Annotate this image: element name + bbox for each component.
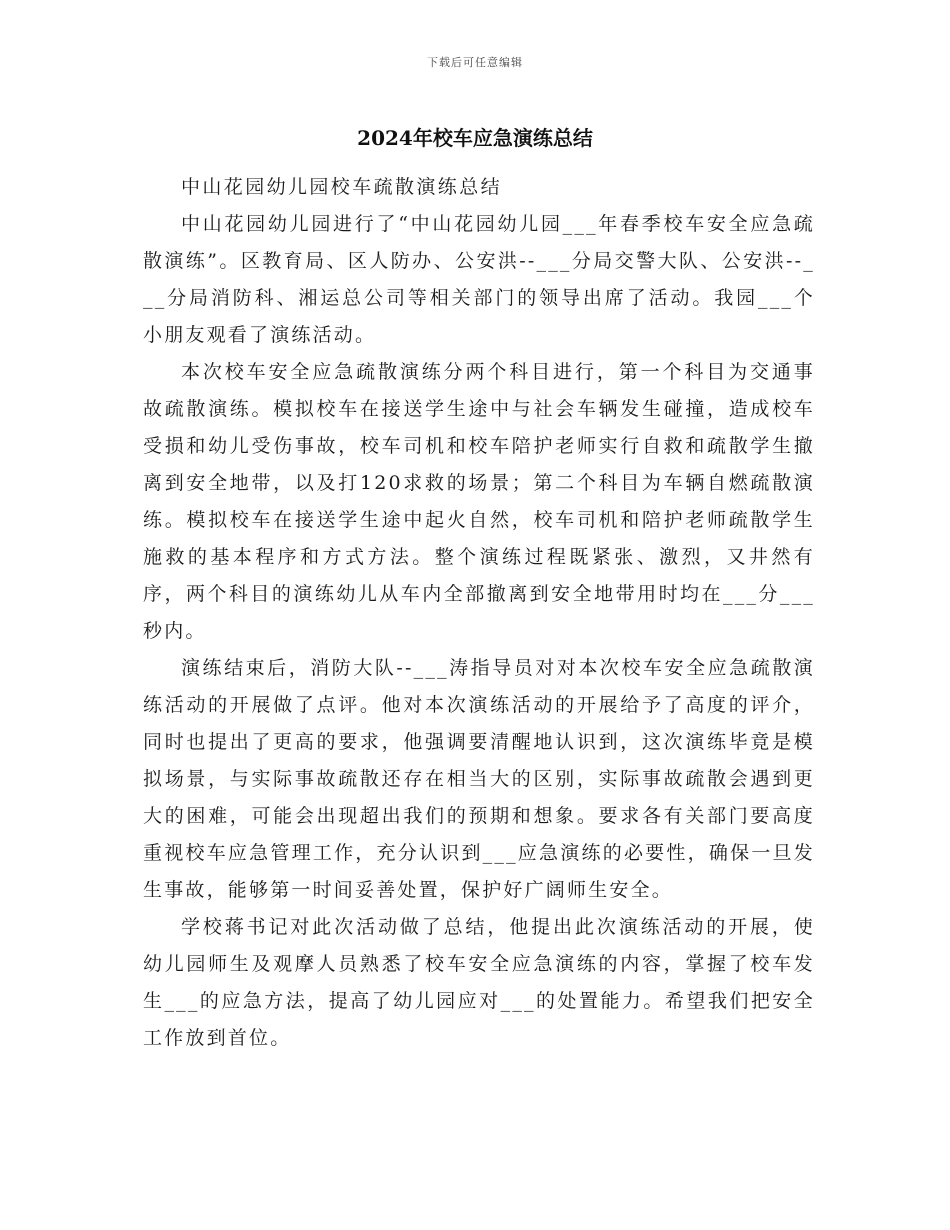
paragraph-subtitle: 中山花园幼儿园校车疏散演练总结	[181, 176, 503, 198]
document-body	[143, 169, 815, 1057]
paragraph-review: 演练结束后，消防大队--___涛指导员对对本次校车安全应急疏散演练活动的开展做了点评。他对本次演练活动的开展给予了高度的评介，同时也提出了更高的要求，他强调要清醒地认识到，这次演练毕竟是模拟场景，与实际事故疏散还存在相当大的区别，实际事故疏散会遇到更大的困难，可能会出现超出我们的预期和想象。要求各有关部门要高度重视校车应急管理工作，充分认识到___应急演练的必要性，确保一旦发生事故，能够第一时间妥善处置，保护好广阔师生安全。	[143, 657, 815, 901]
paragraph-intro: 中山花园幼儿园进行了“中山花园幼儿园___年春季校车安全应急疏散演练”。区教育局、区人防办、公安洪--___分局交警大队、公安洪--___分局消防科、湘运总公司等相关部门的领导出席了活动。我园___个小朋友观看了演练活动。	[143, 213, 815, 346]
header-note: 下载后可任意编辑	[427, 56, 523, 69]
paragraph-drill-description: 本次校车安全应急疏散演练分两个科目进行，第一个科目为交通事故疏散演练。模拟校车在接送学生途中与社会车辆发生碰撞，造成校车受损和幼儿受伤事故，校车司机和校车陪护老师实行自救和疏散学生撤离到安全地带，以及打120求救的场景；第二个科目为车辆自燃疏散演练。模拟校车在接送学生途中起火自然，校车司机和陪护老师疏散学生施救的基本程序和方式方法。整个演练过程既紧张、激烈，又井然有序，两个科目的演练幼儿从车内全部撤离到安全地带用时均在___分___秒内。	[143, 361, 815, 642]
document-title: 2024年校车应急演练总结	[357, 126, 593, 150]
paragraph-summary: 学校蒋书记对此次活动做了总结，他提出此次演练活动的开展，使幼儿园师生及观摩人员熟悉了校车安全应急演练的内容，掌握了校车发生___的应急方法，提高了幼儿园应对___的处置能力。希望我们把安全工作放到首位。	[143, 916, 815, 1049]
